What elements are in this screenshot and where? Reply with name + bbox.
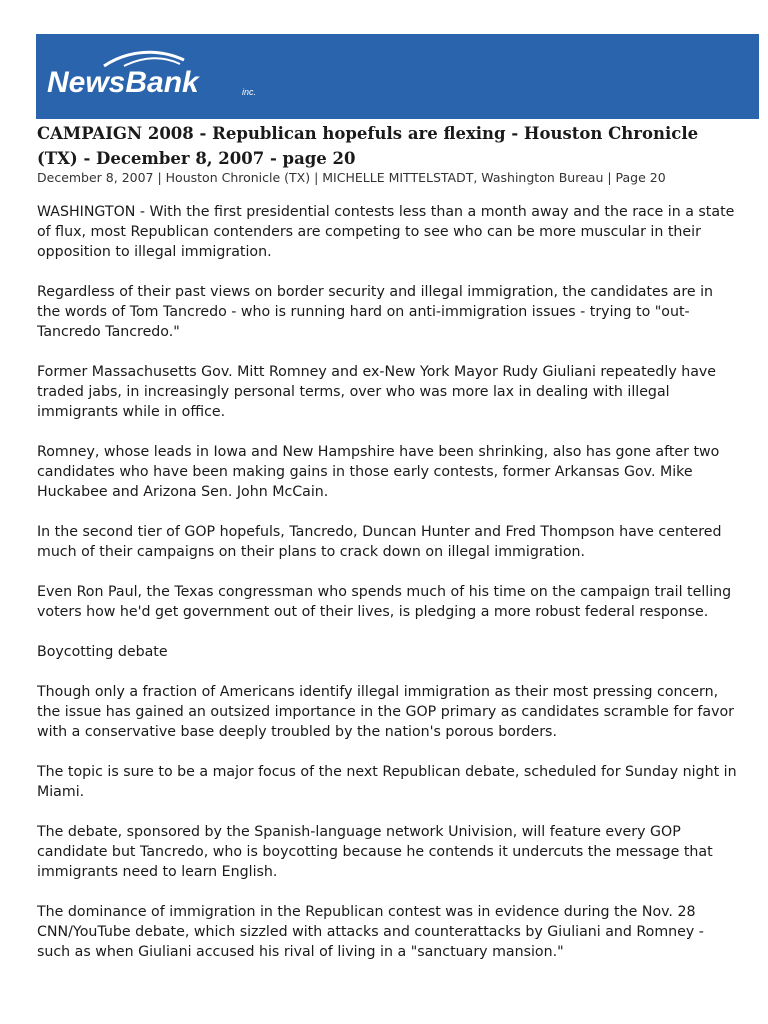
article-paragraph: Former Massachusetts Gov. Mitt Romney and ex-New York Mayor Rudy Giuliani repeatedly have traded jabs, in increasingly personal terms, over who was more lax in dealing with illegal immigrants while in office. xyxy=(37,364,717,420)
article-paragraph: Romney, whose leads in Iowa and New Hampshire have been shrinking, also has gone after two candidates who have been making gains in those early contests, former Arkansas Gov. Mike Huckabee and Arizona Sen. John McCain. xyxy=(37,444,720,500)
article-body xyxy=(37,202,739,982)
article-paragraph: Regardless of their past views on border security and illegal immigration, the candidates are in the words of Tom Tancredo - who is running hard on anti-immigration issues - trying to "out-Tancredo Tancredo." xyxy=(37,284,714,340)
article-paragraph: The topic is sure to be a major focus of the next Republican debate, scheduled for Sunday night in Miami. xyxy=(37,764,737,800)
article-paragraph: Though only a fraction of Americans identify illegal immigration as their most pressing concern, the issue has gained an outsized importance in the GOP primary as candidates scramble for favor with a conservative base deeply troubled by the nation's porous borders. xyxy=(37,684,734,740)
article-paragraph: Even Ron Paul, the Texas congressman who spends much of his time on the campaign trail telling voters how he'd get government out of their lives, is pledging a more robust federal response. xyxy=(37,584,732,620)
article-paragraph: WASHINGTON - With the first presidential contests less than a month away and the race in a state of flux, most Republican contenders are competing to see who can be more muscular in their opposition to illegal immigration. xyxy=(37,204,735,260)
section-subheading: Boycotting debate xyxy=(37,644,168,660)
article-paragraph: In the second tier of GOP hopefuls, Tancredo, Duncan Hunter and Fred Thompson have centered much of their campaigns on their plans to crack down on illegal immigration. xyxy=(37,524,722,560)
logo-suffix: inc. xyxy=(242,87,257,97)
logo-swoosh xyxy=(124,58,180,66)
newsbank-logo xyxy=(46,44,286,114)
article-paragraph: The dominance of immigration in the Republican contest was in evidence during the Nov. 28 CNN/YouTube debate, which sizzled with attacks and counterattacks by Giuliani and Romney - such as when Giuliani accused his rival of living in a "sanctuary mansion." xyxy=(37,904,704,960)
article-paragraph: The debate, sponsored by the Spanish-language network Univision, will feature every GOP candidate but Tancredo, who is boycotting because he contends it undercuts the message that immigrants need to learn English. xyxy=(37,824,713,880)
article-meta: December 8, 2007 | Houston Chronicle (TX) | MICHELLE MITTELSTADT, Washington Bureau | Page 20 xyxy=(37,170,666,185)
header-banner xyxy=(36,34,759,119)
logo-wordmark: NewsBank xyxy=(47,66,199,99)
article-title: CAMPAIGN 2008 - Republican hopefuls are flexing - Houston Chronicle (TX) - December 8, 2007 - page 20 xyxy=(37,124,699,168)
